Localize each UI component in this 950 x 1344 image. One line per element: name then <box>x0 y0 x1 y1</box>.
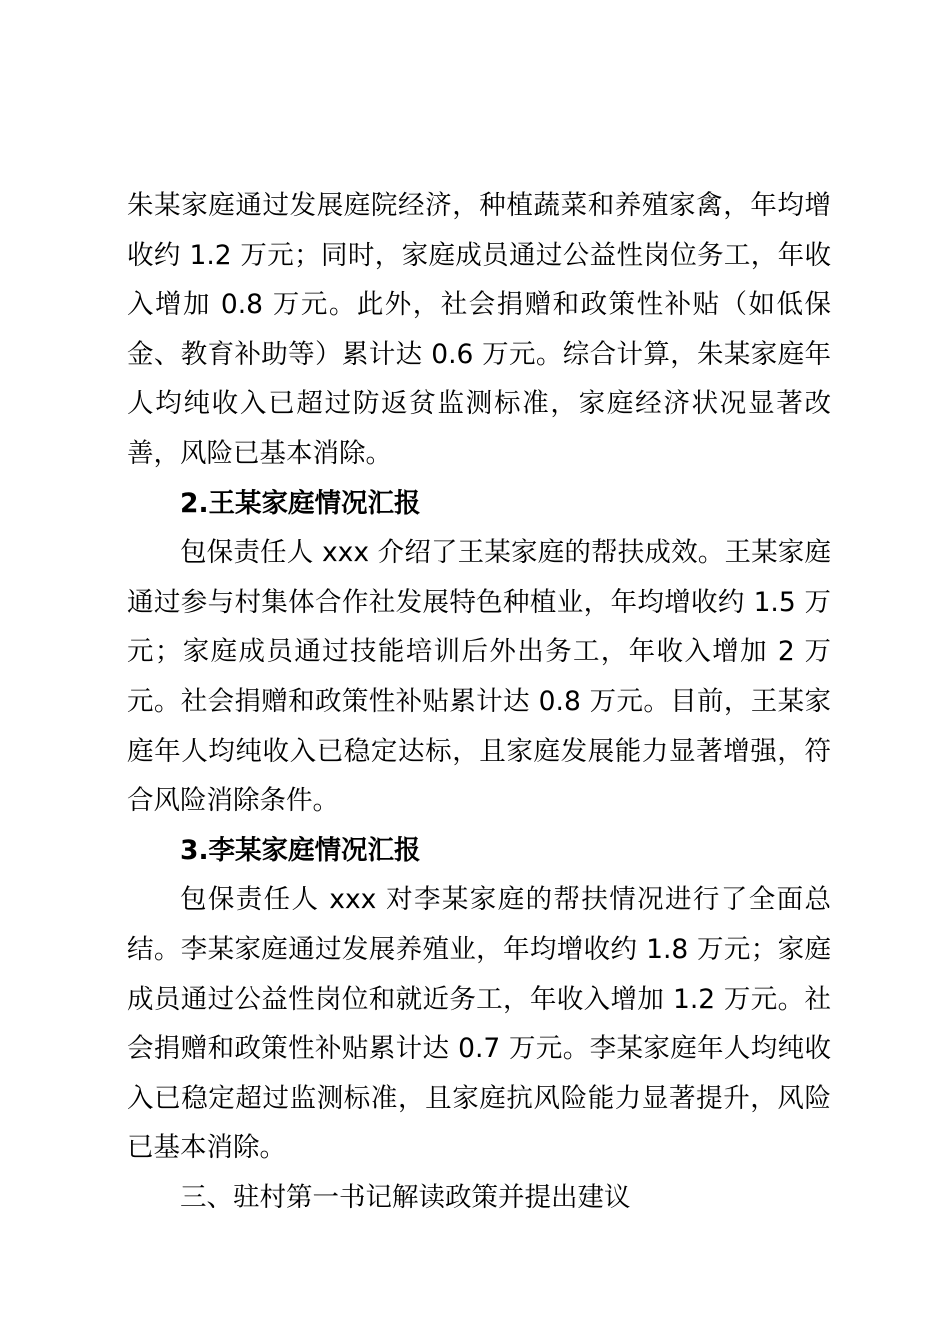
heading-li-family: 3.李某家庭情况汇报 <box>180 834 421 866</box>
heading-wang-family: 2.王某家庭情况汇报 <box>180 487 421 519</box>
paragraph-wang-family: 包保责任人 xxx 介绍了王某家庭的帮扶成效。王某家庭通过参与村集体合作社发展特色种植业，年均增收约 1.5 万元；家庭成员通过技能培训后外出务工，年收入增加 2 万元。社会捐赠和政策性补贴累计达 0.8 万元。目前，王某家庭年人均纯收入已稳定达标，且家庭发展能力显著增强，符合风险消除条件。 <box>127 537 831 817</box>
section-three-heading: 三、驻村第一书记解读政策并提出建议 <box>180 1181 631 1213</box>
document-page <box>127 181 831 1222</box>
paragraph-zhu-family: 朱某家庭通过发展庭院经济，种植蔬菜和养殖家禽，年均增收约 1.2 万元；同时，家庭成员通过公益性岗位务工，年收入增加 0.8 万元。此外，社会捐赠和政策性补贴（如低保金、教育补助等）累计达 0.6 万元。综合计算，朱某家庭年人均纯收入已超过防返贫监测标准，家庭经济状况显著改善，风险已基本消除。 <box>127 190 831 469</box>
paragraph-li-family: 包保责任人 xxx 对李某家庭的帮扶情况进行了全面总结。李某家庭通过发展养殖业，年均增收约 1.8 万元；家庭成员通过公益性岗位和就近务工，年收入增加 1.2 万元。社会捐赠和政策性补贴累计达 0.7 万元。李某家庭年人均纯收入已稳定超过监测标准，且家庭抗风险能力显著提升，风险已基本消除。 <box>127 884 831 1164</box>
